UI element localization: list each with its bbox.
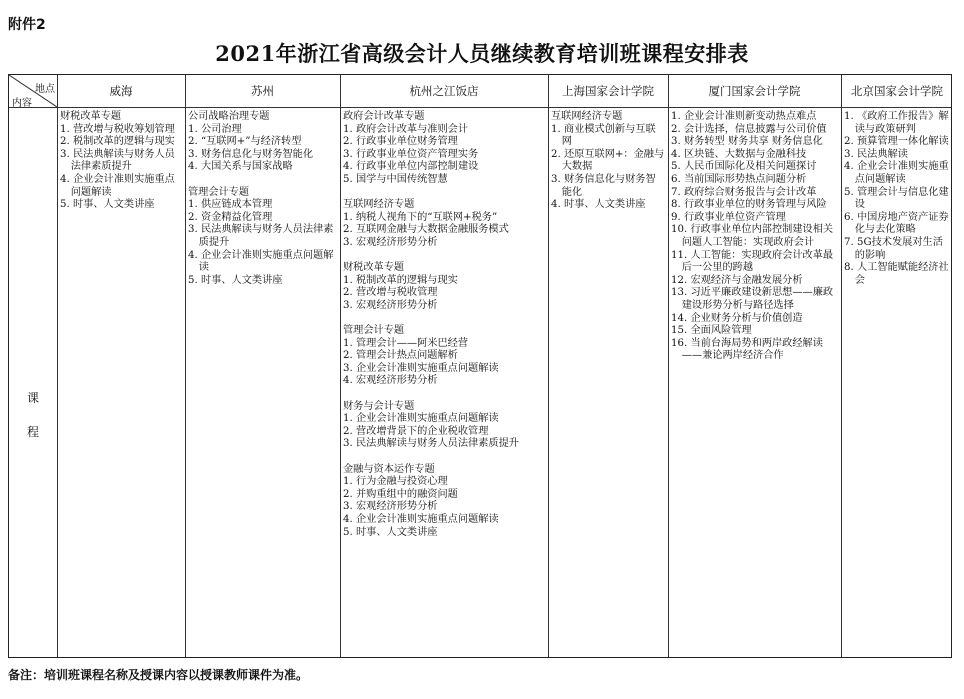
column-content-xiamen — [671, 111, 838, 363]
course-item: 1. 企业会计准则实施重点问题解读 — [343, 413, 499, 425]
column-divider — [548, 75, 549, 657]
course-item: 16. 当前台海局势和两岸政经解读——兼论两岸经济合作 — [671, 337, 823, 362]
column-header-shanghai: 上海国家会计学院 — [562, 84, 654, 98]
course-item: 4. 企业会计准则实施重点问题解读 — [188, 249, 334, 274]
course-item: 1. 营改增与税收筹划管理 — [60, 123, 175, 135]
course-item: 4. 企业会计准则实施重点问题解读 — [60, 173, 175, 198]
course-section — [343, 111, 545, 187]
course-item: 2. 预算管理一体化解读 — [844, 136, 949, 148]
column-divider — [668, 75, 669, 657]
course-item: 6. 中国房地产资产证券化与去化策略 — [844, 211, 949, 236]
course-item: 9. 行政事业单位资产管理 — [671, 211, 786, 223]
row-label-course — [9, 381, 57, 449]
course-schedule-table — [8, 74, 952, 658]
course-item: 4. 时事、人文类讲座 — [551, 199, 646, 211]
course-section — [343, 199, 545, 249]
column-divider — [185, 75, 186, 657]
course-item: 2. 营改增背景下的企业税收管理 — [343, 425, 489, 437]
section-title: 管理会计专题 — [343, 325, 405, 337]
course-item: 2. 资金精益化管理 — [188, 211, 273, 223]
course-item: 1. 纳税人视角下的“互联网+税务” — [343, 211, 498, 223]
course-section — [188, 187, 338, 288]
course-item: 3. 宏观经济形势分析 — [343, 236, 438, 248]
section-title: 公司战略治理专题 — [188, 111, 270, 122]
course-item: 3. 宏观经济形势分析 — [343, 501, 438, 513]
section-title: 互联网经济专题 — [343, 199, 415, 211]
course-item: 13. 习近平廉政建设新思想——廉政建设形势分析与路径选择 — [671, 287, 834, 311]
course-item: 1. 税制改革的逻辑与现实 — [343, 274, 458, 286]
course-section — [188, 111, 338, 174]
corner-content-label: 内容 — [12, 98, 32, 109]
course-item: 2. 并购重组中的融资问题 — [343, 488, 458, 500]
course-item: 4. 区块链、大数据与金融科技 — [671, 148, 807, 160]
course-section — [551, 111, 665, 212]
course-item: 3. 财务转型 财务共享 财务信息化 — [671, 136, 823, 148]
course-item: 8. 人工智能赋能经济社会 — [844, 262, 949, 286]
course-item: 2. “互联网+”与经济转型 — [188, 136, 302, 148]
course-item: 2. 税制改革的逻辑与现实 — [60, 136, 175, 148]
column-header-hangzhou: 杭州之江饭店 — [409, 84, 479, 98]
attachment-label: 附件2 — [8, 17, 46, 33]
column-divider — [340, 75, 341, 657]
section-title: 财务与会计专题 — [343, 400, 415, 412]
course-item: 2. 还原互联网+：金融与大数据 — [551, 148, 665, 173]
column-divider — [841, 75, 842, 657]
course-item: 1. 行为金融与投资心理 — [343, 476, 448, 488]
course-section — [60, 111, 182, 212]
course-section — [343, 325, 545, 388]
course-item: 1. 企业会计准则新变动热点难点 — [671, 111, 817, 122]
section-title: 财税改革专题 — [60, 111, 122, 122]
row-label-char: 课 — [26, 391, 39, 405]
course-item: 4. 企业会计准则实施重点问题解读 — [343, 514, 499, 525]
course-item: 3. 财务信息化与财务智能化 — [188, 148, 314, 160]
section-title: 政府会计改革专题 — [343, 111, 425, 122]
course-item: 3. 财务信息化与财务智能化 — [551, 173, 656, 198]
course-item: 6. 当前国际形势热点问题分析 — [671, 173, 807, 185]
course-item: 10. 行政事业单位内部控制建设相关问题人工智能：实现政府会计 — [671, 224, 834, 248]
course-item: 4. 行政事业单位内部控制建设 — [343, 161, 479, 173]
course-item: 5. 国学与中国传统智慧 — [343, 173, 448, 185]
course-item: 7. 5G技术发展对生活的影响 — [844, 236, 943, 261]
column-header-suzhou: 苏州 — [251, 84, 274, 98]
course-item: 3. 行政事业单位资产管理实务 — [343, 148, 479, 160]
course-item: 1. 公司治理 — [188, 123, 242, 135]
course-section — [343, 262, 545, 312]
course-item: 5. 时事、人文类讲座 — [188, 274, 283, 286]
column-divider — [57, 75, 58, 657]
column-content-beijing — [844, 111, 950, 287]
course-item: 2. 管理会计热点问题解析 — [343, 350, 458, 362]
section-title: 互联网经济专题 — [551, 111, 623, 122]
column-header-weihai: 威海 — [109, 84, 133, 98]
course-section — [343, 464, 545, 540]
course-item: 11. 人工智能：实现政府会计改革最后一公里的跨越 — [671, 249, 834, 274]
course-item: 1. 供应链成本管理 — [188, 199, 273, 211]
footnote: 备注：培训班课程名称及授课内容以授课教师课件为准。 — [8, 668, 309, 682]
course-item: 1. 《政府工作报告》解读与政策研判 — [844, 111, 949, 135]
course-item: 1. 管理会计——阿米巴经营 — [343, 337, 469, 349]
column-content-shanghai — [551, 111, 665, 212]
section-title: 管理会计专题 — [188, 186, 250, 198]
course-item: 2. 营改增与税收管理 — [343, 287, 438, 299]
course-item: 3. 民法典解读与财务人员法律素质提升 — [188, 224, 334, 248]
course-item: 3. 企业会计准则实施重点问题解读 — [343, 362, 499, 374]
course-item: 3. 民法典解读与财务人员法律素质提升 — [343, 438, 519, 450]
course-item: 15. 全面风险管理 — [671, 325, 752, 337]
course-item: 8. 行政事业单位的财务管理与风险 — [671, 199, 827, 211]
course-item: 2. 行政事业单位财务管理 — [343, 136, 458, 148]
course-item: 12. 宏观经济与金融发展分析 — [671, 274, 803, 286]
course-item: 2. 会计选择，信息披露与公司价值 — [671, 123, 827, 135]
course-item: 4. 宏观经济形势分析 — [343, 375, 438, 387]
column-header-beijing: 北京国家会计学院 — [851, 84, 943, 98]
column-content-weihai — [60, 111, 182, 212]
course-item: 2. 互联网金融与大数据金融服务模式 — [343, 224, 509, 236]
course-item: 4. 企业会计准则实施重点问题解读 — [844, 161, 949, 185]
course-item: 3. 民法典解读与财务人员法律素质提升 — [60, 148, 175, 173]
course-item: 5. 时事、人文类讲座 — [343, 526, 438, 538]
course-item: 5. 管理会计与信息化建设 — [844, 186, 949, 211]
course-section — [343, 401, 545, 451]
page-title: 2021年浙江省高级会计人员继续教育培训班课程安排表 — [215, 41, 749, 66]
row-label-char: 程 — [26, 425, 39, 439]
course-item: 5. 人民币国际化及相关问题探讨 — [671, 161, 817, 173]
course-item: 1. 政府会计改革与准则会计 — [343, 123, 469, 135]
corner-location-label: 地点 — [35, 84, 55, 95]
header-divider — [9, 107, 951, 108]
course-section — [671, 111, 838, 363]
column-content-suzhou — [188, 111, 338, 287]
course-item: 4. 大国关系与国家战略 — [188, 161, 293, 173]
section-title: 财税改革专题 — [343, 262, 405, 274]
course-item: 5. 时事、人文类讲座 — [60, 199, 155, 211]
course-item: 7. 政府综合财务报告与会计改革 — [671, 186, 817, 198]
section-title: 金融与资本运作专题 — [343, 463, 435, 475]
column-content-hangzhou — [343, 111, 545, 539]
course-item: 1. 商业模式创新与互联网 — [551, 123, 656, 148]
column-header-xiamen: 厦门国家会计学院 — [708, 84, 801, 98]
course-item: 3. 宏观经济形势分析 — [343, 299, 438, 311]
course-section — [844, 111, 950, 287]
course-item: 3. 民法典解读 — [844, 148, 908, 160]
course-item: 14. 企业财务分析与价值创造 — [671, 312, 803, 324]
